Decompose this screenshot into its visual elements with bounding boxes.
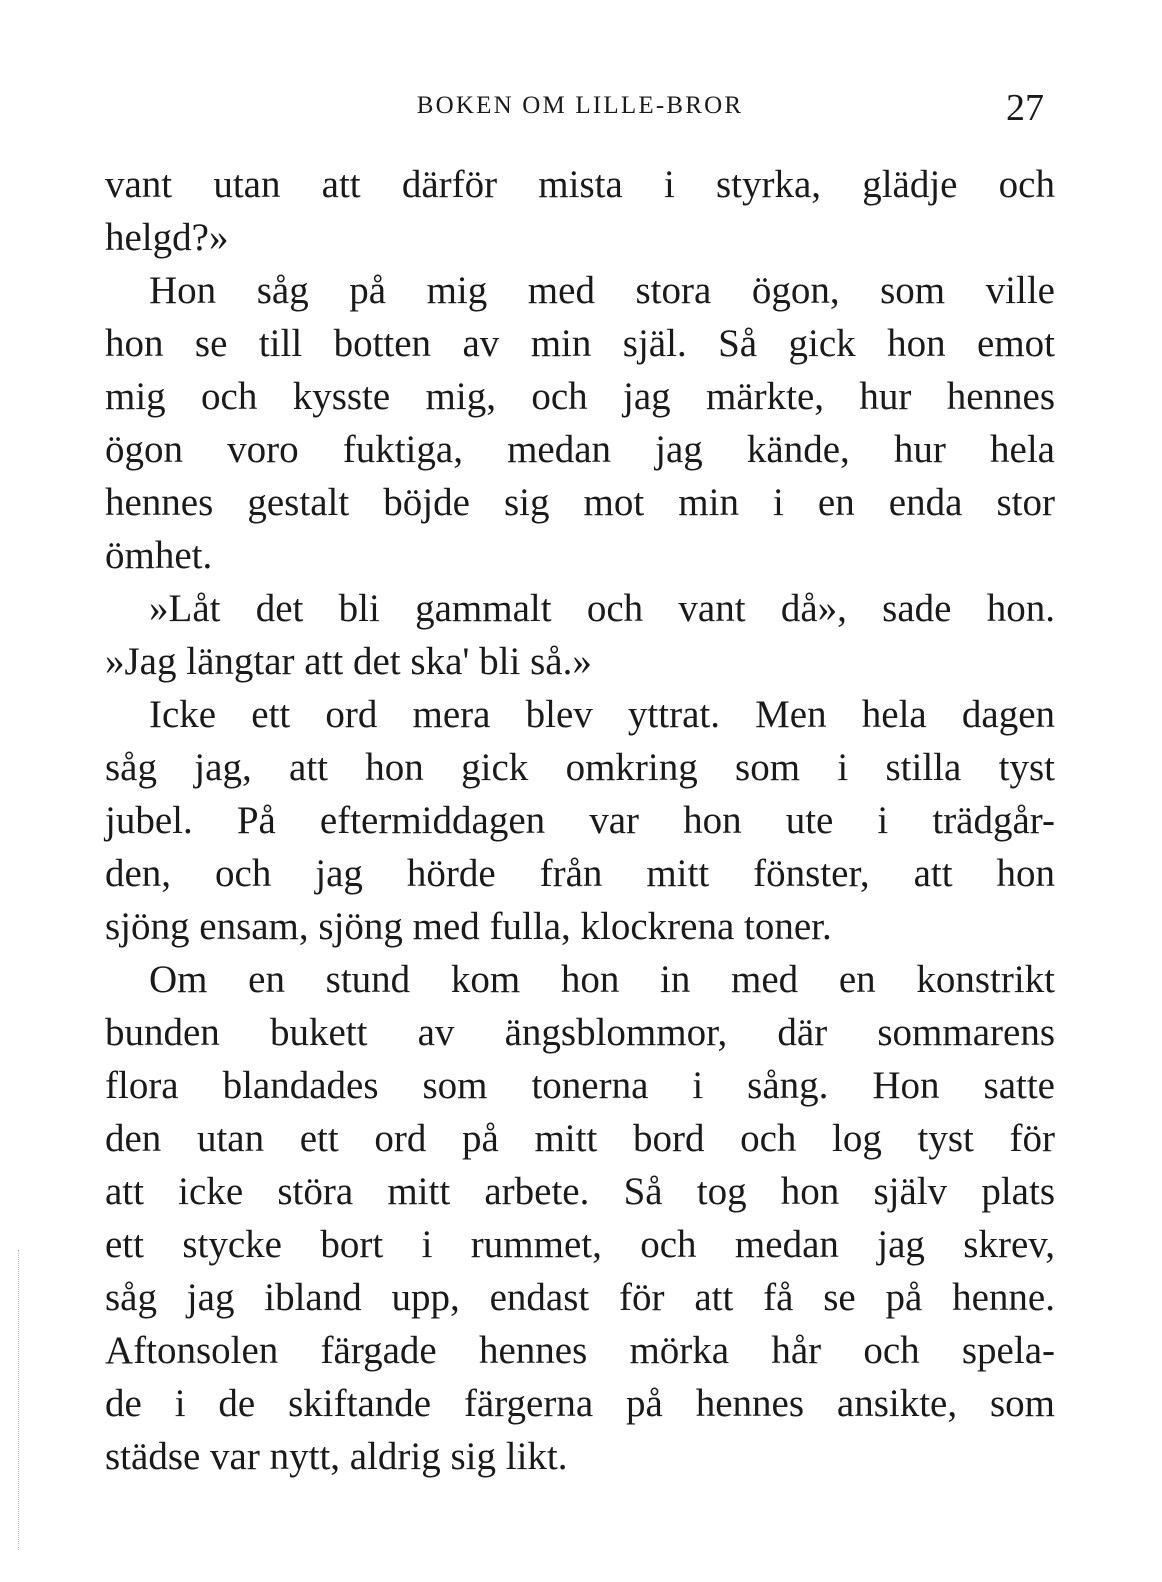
- running-title: BOKEN OM LILLE-BROR: [416, 92, 744, 119]
- text-line: ömhet.: [105, 534, 213, 577]
- text-line: hon se till botten av min själ. Så gick hon emot: [105, 322, 1055, 365]
- page-header: [0, 88, 1162, 128]
- body-text: [105, 158, 1055, 1483]
- text-line: hennes gestalt böjde sig mot min i en enda stor: [105, 481, 1055, 524]
- text-line: den utan ett ord på mitt bord och log tyst för: [105, 1117, 1055, 1160]
- scan-edge-mark: [18, 1250, 20, 1550]
- text-line: Hon såg på mig med stora ögon, som ville: [149, 269, 1055, 312]
- text-line: »Låt det bli gammalt och vant då», sade hon.: [149, 587, 1055, 630]
- text-line: mig och kysste mig, och jag märkte, hur hennes: [105, 375, 1055, 418]
- text-line: helgd?»: [105, 216, 229, 259]
- text-line: Icke ett ord mera blev yttrat. Men hela dagen: [149, 693, 1055, 736]
- text-line: städse var nytt, aldrig sig likt.: [105, 1435, 568, 1478]
- text-line: »Jag längtar att det ska' bli så.»: [105, 640, 592, 683]
- text-line: jubel. På eftermiddagen var hon ute i trädgår-: [105, 799, 1055, 842]
- text-line: flora blandades som tonerna i sång. Hon satte: [105, 1064, 1055, 1107]
- text-line: Aftonsolen färgade hennes mörka hår och spela-: [105, 1329, 1055, 1372]
- text-line: vant utan att därför mista i styrka, glädje och: [105, 163, 1055, 206]
- text-line: såg jag ibland upp, endast för att få se på henne.: [105, 1276, 1055, 1319]
- text-line: de i de skiftande färgerna på hennes ansikte, som: [105, 1382, 1055, 1425]
- text-line: ögon voro fuktiga, medan jag kände, hur hela: [105, 428, 1055, 471]
- text-line: ett stycke bort i rummet, och medan jag skrev,: [105, 1223, 1055, 1266]
- text-line: bunden bukett av ängsblommor, där sommarens: [105, 1011, 1055, 1054]
- text-line: den, och jag hörde från mitt fönster, att hon: [105, 852, 1055, 895]
- text-line: att icke störa mitt arbete. Så tog hon själv plats: [105, 1170, 1055, 1213]
- text-line: Om en stund kom hon in med en konstrikt: [149, 958, 1055, 1001]
- text-line: sjöng ensam, sjöng med fulla, klockrena toner.: [105, 905, 832, 948]
- text-line: såg jag, att hon gick omkring som i stilla tyst: [105, 746, 1055, 789]
- page-number: 27: [1006, 87, 1044, 129]
